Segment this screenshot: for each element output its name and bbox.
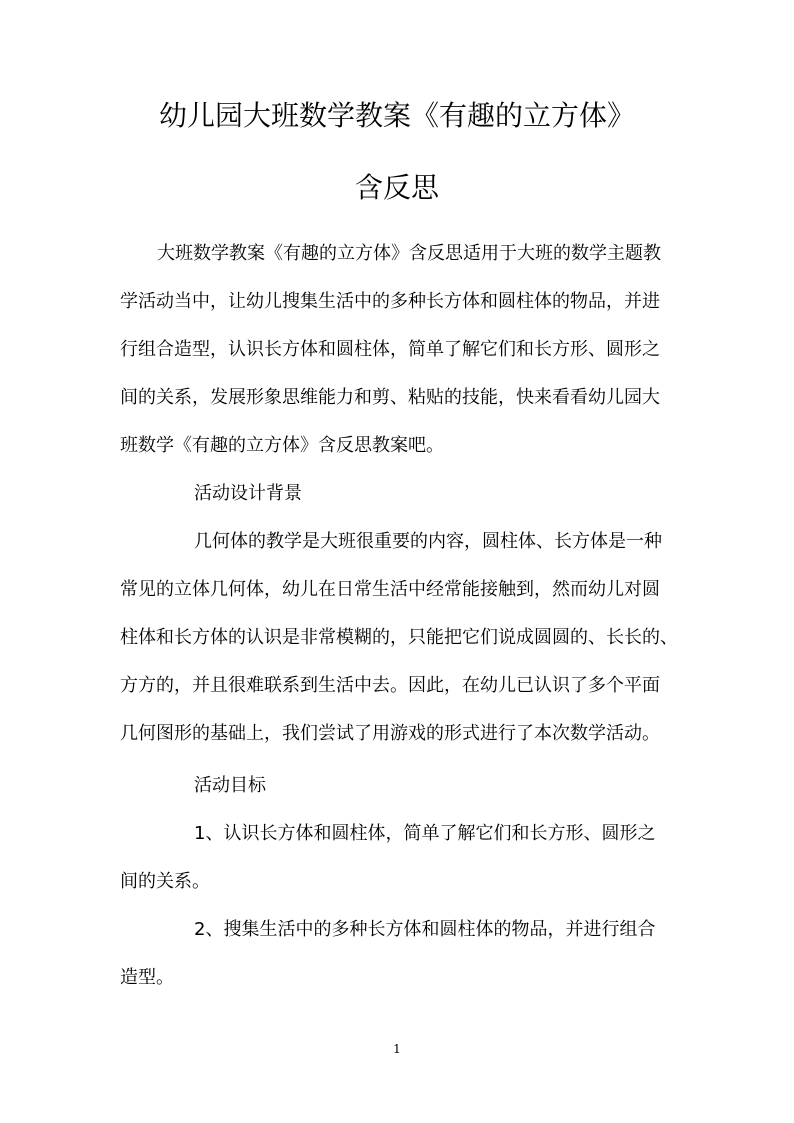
- background-paragraph-line: 柱体和长方体的认识是非常模糊的，只能把它们说成圆圆的、长长的、: [120, 627, 678, 648]
- background-paragraph-line: 几何体的教学是大班很重要的内容，圆柱体、长方体是一种: [194, 531, 662, 552]
- section-heading-goals: 活动目标: [194, 775, 266, 796]
- section-heading-background: 活动设计背景: [194, 483, 302, 504]
- goal-item-line: 间的关系。: [120, 871, 210, 892]
- document-title-line-2: 含反思: [354, 171, 439, 204]
- intro-paragraph-line: 行组合造型，认识长方体和圆柱体，简单了解它们和长方形、圆形之: [120, 339, 660, 360]
- goal-item-line: 造型。: [120, 967, 174, 988]
- background-paragraph-line: 常见的立体几何体，幼儿在日常生活中经常能接触到，然而幼儿对圆: [120, 579, 660, 600]
- intro-paragraph-line: 大班数学教案《有趣的立方体》含反思适用于大班的数学主题教: [157, 243, 661, 264]
- goal-item-line: 2、搜集生活中的多种长方体和圆柱体的物品，并进行组合: [194, 919, 656, 940]
- intro-paragraph-line: 学活动当中，让幼儿搜集生活中的多种长方体和圆柱体的物品，并进: [120, 291, 660, 312]
- intro-paragraph-line: 班数学《有趣的立方体》含反思教案吧。: [120, 435, 444, 456]
- document-title-line-1: 幼儿园大班数学教案《有趣的立方体》: [158, 99, 635, 132]
- page-number: 1: [393, 1042, 401, 1056]
- background-paragraph-line: 几何图形的基础上，我们尝试了用游戏的形式进行了本次数学活动。: [120, 723, 660, 744]
- goal-item-line: 1、认识长方体和圆柱体，简单了解它们和长方形、圆形之: [194, 823, 656, 844]
- intro-paragraph-line: 间的关系，发展形象思维能力和剪、粘贴的技能，快来看看幼儿园大: [120, 387, 660, 408]
- background-paragraph-line: 方方的，并且很难联系到生活中去。因此，在幼儿已认识了多个平面: [120, 675, 660, 696]
